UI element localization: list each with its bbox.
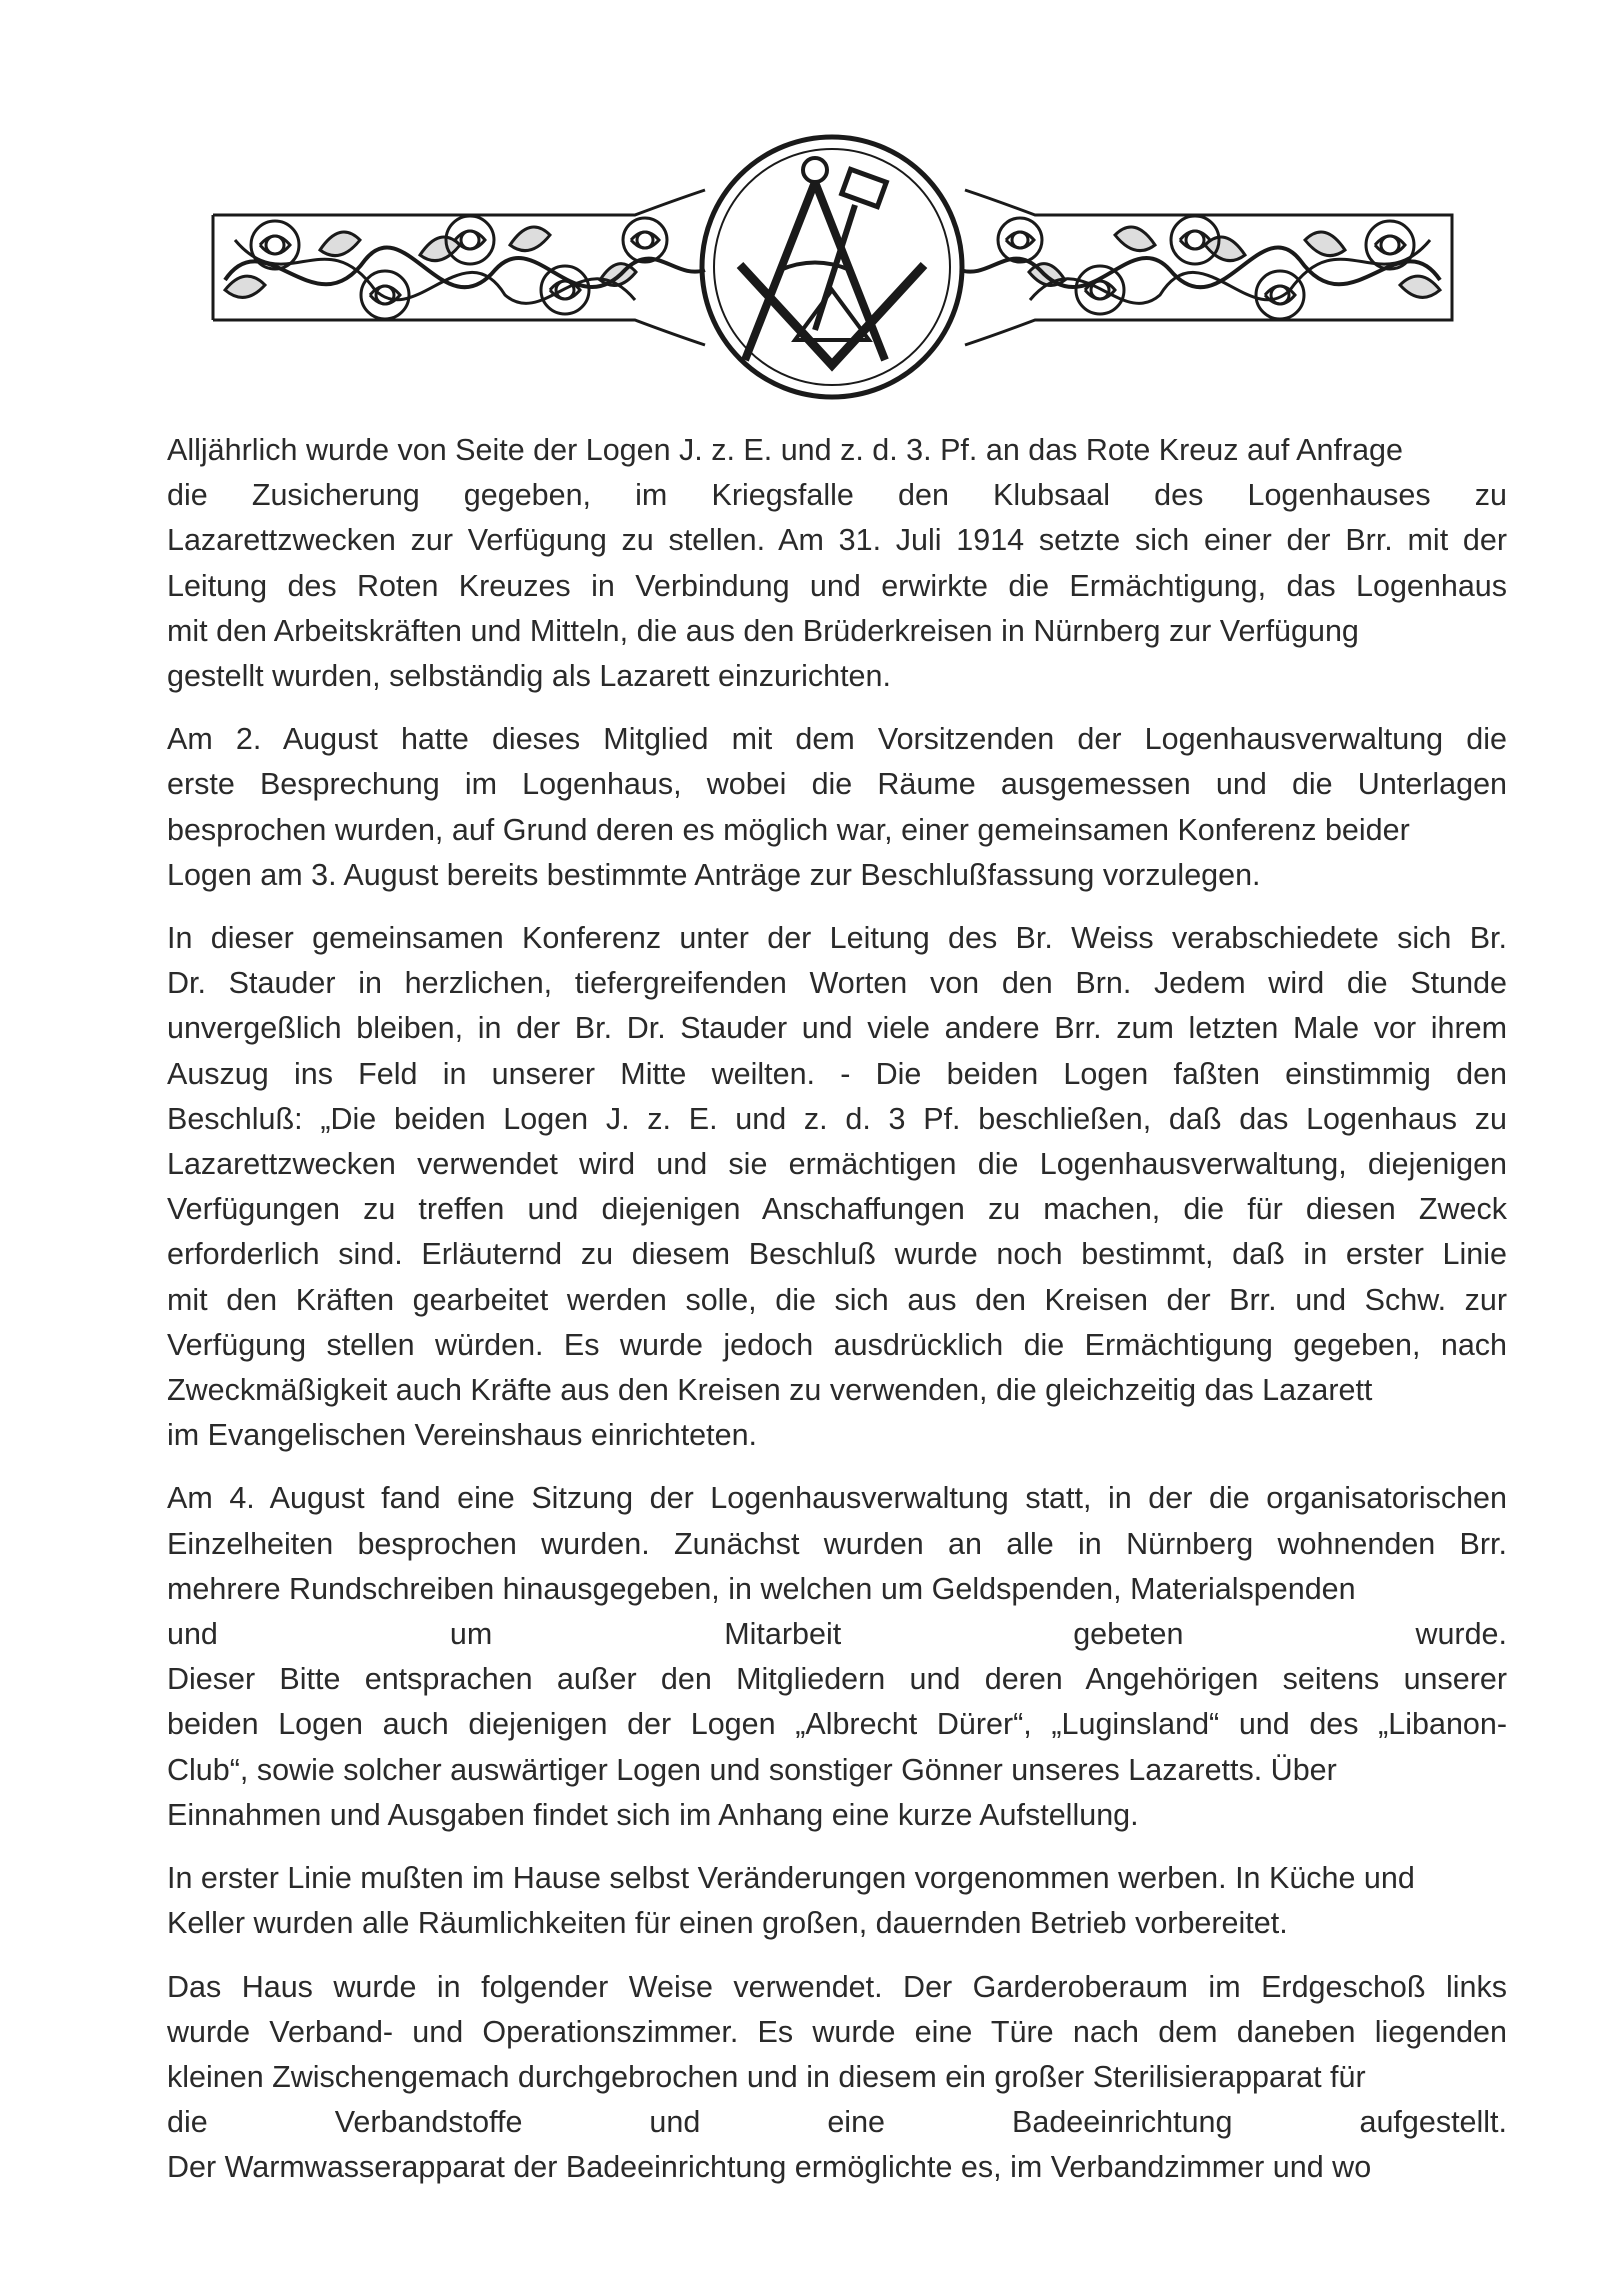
masonic-square-compass-emblem-icon — [702, 137, 962, 397]
text-line: In erster Linie mußten im Hause selbst Veränderungen vorgenommen werben. In Küche und — [167, 1861, 1415, 1896]
paragraph-1 — [167, 428, 1507, 699]
text-line: Verfügungen zu treffen und diejenigen Anschaffungen zu machen, die für diesen Zweck — [167, 1192, 1507, 1227]
document-body — [167, 428, 1507, 2209]
text-line: beiden Logen auch diejenigen der Logen „Albrecht Dürer“, „Luginsland“ und des „Libanon- — [167, 1707, 1507, 1742]
paragraph-5 — [167, 1856, 1507, 1946]
text-line: Der Warmwasserapparat der Badeeinrichtung ermöglichte es, im Verbandzimmer und wo — [167, 2150, 1372, 2185]
text-line: Leitung des Roten Kreuzes in Verbindung und erwirkte die Ermächtigung, das Logenhaus — [167, 568, 1507, 603]
text-line: Lazarettzwecken verwendet wird und sie ermächtigen die Logenhausverwaltung, diejenigen — [167, 1147, 1507, 1182]
paragraph-3 — [167, 916, 1507, 1458]
text-line: Auszug ins Feld in unserer Mitte weilten. - Die beiden Logen faßten einstimmig den — [167, 1056, 1507, 1091]
text-line: die Verbandstoffe und eine Badeeinrichtung aufgestellt. — [167, 2105, 1507, 2140]
text-line: Alljährlich wurde von Seite der Logen J. z. E. und z. d. 3. Pf. an das Rote Kreuz auf Anfrage — [167, 433, 1403, 467]
text-line: Am 4. August fand eine Sitzung der Logenhausverwaltung statt, in der die organisatorischen — [167, 1481, 1507, 1516]
text-line: Dr. Stauder in herzlichen, tiefergreifenden Worten von den Brn. Jedem wird die Stunde — [167, 966, 1507, 1001]
text-line: Club“, sowie solcher auswärtiger Logen und sonstiger Gönner unseres Lazaretts. Über — [167, 1752, 1337, 1787]
text-line: Am 2. August hatte dieses Mitglied mit dem Vorsitzenden der Logenhausverwaltung die — [167, 722, 1507, 757]
text-line: erste Besprechung im Logenhaus, wobei die Räume ausgemessen und die Unterlagen — [167, 767, 1507, 802]
paragraph-6 — [167, 1965, 1507, 2191]
paragraph-4 — [167, 1476, 1507, 1838]
text-line: wurde Verband- und Operationszimmer. Es wurde eine Türe nach dem daneben liegenden — [167, 2014, 1507, 2049]
paragraph-2 — [167, 717, 1507, 898]
text-line: Zweckmäßigkeit auch Kräfte aus den Kreisen zu verwenden, die gleichzeitig das Lazarett — [167, 1373, 1373, 1408]
text-line: kleinen Zwischengemach durchgebrochen und in diesem ein großer Sterilisierapparat für — [167, 2059, 1366, 2094]
text-line: Beschluß: „Die beiden Logen J. z. E. und z. d. 3 Pf. beschließen, daß das Logenhaus zu — [167, 1101, 1507, 1136]
text-line: Keller wurden alle Räumlichkeiten für einen großen, dauernden Betrieb vorbereitet. — [167, 1906, 1288, 1941]
text-line: und um Mitarbeit gebeten wurde. — [167, 1617, 1507, 1652]
header-ornament — [205, 130, 1460, 400]
text-line: mit den Kräften gearbeitet werden solle, die sich aus den Kreisen der Brr. und Schw. zur — [167, 1282, 1507, 1317]
text-line: Dieser Bitte entsprachen außer den Mitgliedern und deren Angehörigen seitens unserer — [167, 1662, 1507, 1697]
text-line: Logen am 3. August bereits bestimmte Anträge zur Beschlußfassung vorzulegen. — [167, 857, 1261, 892]
text-line: mehrere Rundschreiben hinausgegeben, in welchen um Geldspenden, Materialspenden — [167, 1571, 1356, 1606]
text-line: erforderlich sind. Erläuternd zu diesem Beschluß wurde noch bestimmt, daß in erster Linie — [167, 1237, 1507, 1272]
text-line: Lazarettzwecken zur Verfügung zu stellen. Am 31. Juli 1914 setzte sich einer der Brr. mit der — [167, 523, 1507, 558]
text-line: im Evangelischen Vereinshaus einrichteten. — [167, 1418, 758, 1453]
text-line: Verfügung stellen würden. Es wurde jedoch ausdrücklich die Ermächtigung gegeben, nach — [167, 1327, 1507, 1362]
text-line: unvergeßlich bleiben, in der Br. Dr. Stauder und viele andere Brr. zum letzten Male vor ihrem — [167, 1011, 1507, 1046]
text-line: In dieser gemeinsamen Konferenz unter der Leitung des Br. Weiss verabschiedete sich Br. — [167, 921, 1507, 956]
text-line: Einnahmen und Ausgaben findet sich im Anhang eine kurze Aufstellung. — [167, 1797, 1139, 1832]
text-line: Das Haus wurde in folgender Weise verwendet. Der Garderoberaum im Erdgeschoß links — [167, 1969, 1507, 2004]
text-line: gestellt wurden, selbständig als Lazarett einzurichten. — [167, 659, 891, 694]
text-line: mit den Arbeitskräften und Mitteln, die aus den Brüderkreisen in Nürnberg zur Verfügung — [167, 613, 1359, 648]
text-line: besprochen wurden, auf Grund deren es möglich war, einer gemeinsamen Konferenz beider — [167, 812, 1410, 847]
text-line: die Zusicherung gegeben, im Kriegsfalle den Klubsaal des Logenhauses zu — [167, 478, 1507, 513]
text-line: Einzelheiten besprochen wurden. Zunächst wurden an alle in Nürnberg wohnenden Brr. — [167, 1526, 1507, 1561]
